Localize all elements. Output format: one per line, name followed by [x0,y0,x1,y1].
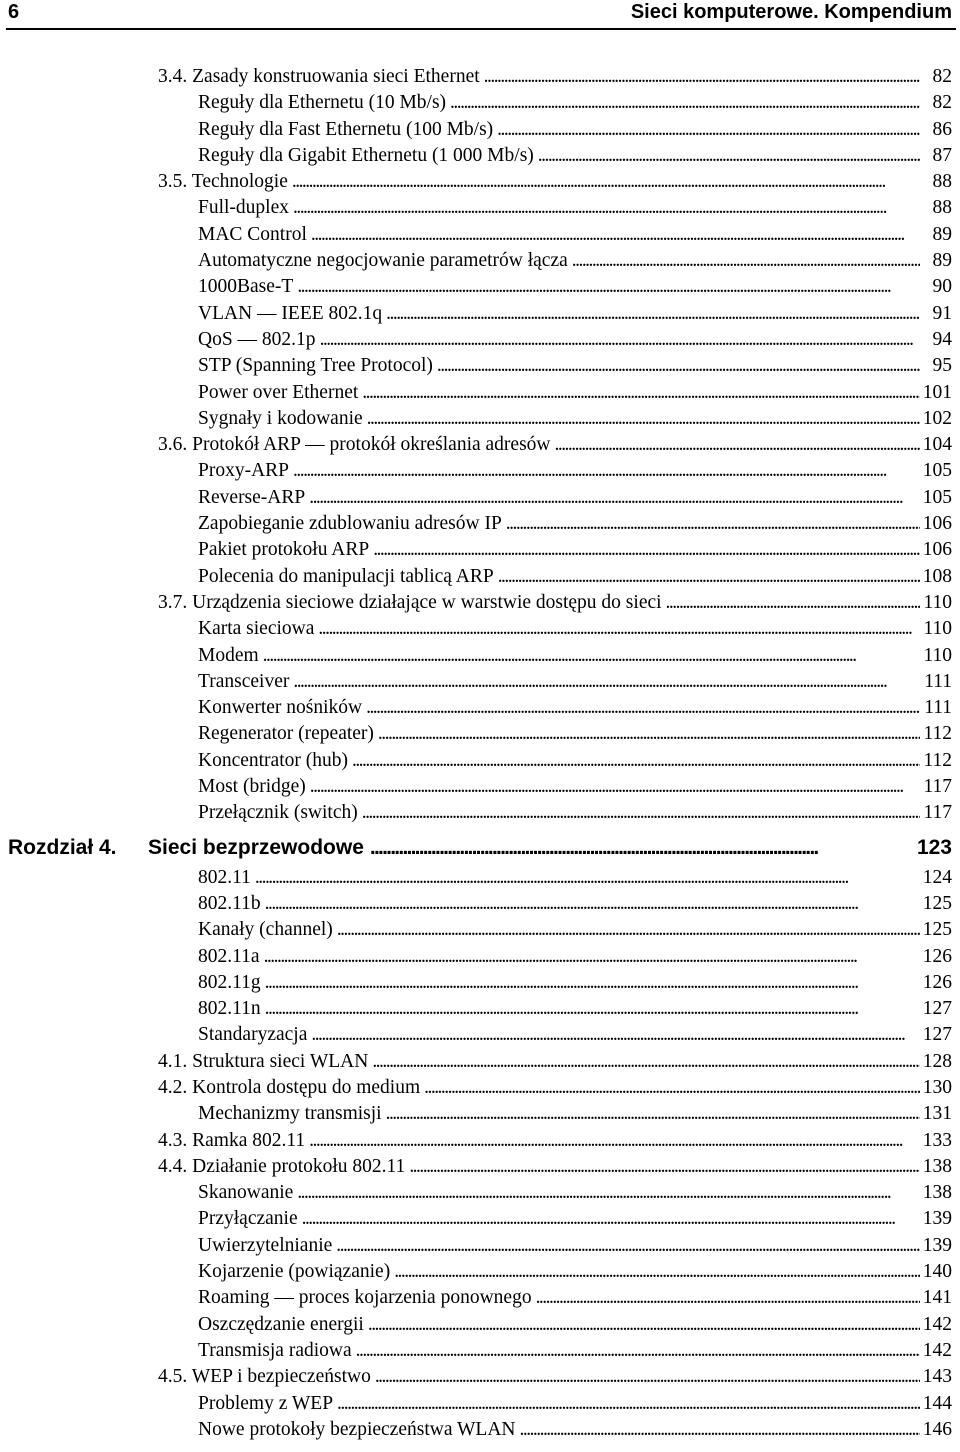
toc-entry[interactable] [0,1049,960,1075]
toc-entry-label-wrap [198,616,920,642]
toc-entry-label-wrap [198,1285,920,1311]
dot-leader [263,643,920,669]
dot-leader [386,301,920,327]
toc-entry[interactable] [0,1180,960,1206]
toc-entry[interactable] [0,970,960,996]
toc-entry-label-wrap [198,1417,920,1443]
toc-entry[interactable] [0,169,960,195]
toc-entry-label-wrap [198,248,920,274]
toc-entry-label-wrap [158,1364,920,1390]
toc-entry[interactable] [0,1312,960,1338]
toc-entry-title: Automatyczne negocjowanie parametrów łącza [198,250,568,272]
dot-leader [310,774,920,800]
toc-entry-label-wrap [198,274,920,300]
toc-entry-title: 802.11g [198,971,261,993]
toc-entry[interactable] [0,891,960,917]
toc-entry[interactable] [0,64,960,90]
toc-entry-page: 89 [932,223,952,245]
toc-entry-page: 128 [922,1050,952,1072]
toc-entry-label-wrap [198,917,920,943]
toc-entry[interactable] [0,432,960,458]
toc-entry-label-wrap [198,1180,920,1206]
toc-entry-page: 124 [922,866,952,888]
toc-entry-title: Nowe protokoły bezpieczeństwa WLAN [198,1418,516,1440]
toc-entry-label-wrap [198,1312,920,1338]
toc-entry[interactable] [0,195,960,221]
toc-entry-page: 127 [922,1024,952,1046]
toc-entry[interactable] [0,143,960,169]
toc-entry[interactable] [0,458,960,484]
dot-leader [437,353,920,379]
dot-leader [337,917,920,943]
dot-leader [368,1312,920,1338]
toc-entry-title: Konwerter nośników [198,697,363,719]
toc-entry-label-wrap [198,669,920,695]
toc-entry-page: 140 [922,1261,952,1283]
toc-entry[interactable] [0,774,960,800]
toc-entry-title: Przyłączanie [198,1208,298,1230]
toc-entry-title: 802.11 [198,866,251,888]
toc-entry-page: 90 [932,276,952,298]
toc-entry[interactable] [0,748,960,774]
toc-entry-label-wrap [158,1128,920,1154]
toc-entry[interactable] [0,537,960,563]
toc-entry-title: 3.6. Protokół ARP — protokół określania adresów [158,434,551,456]
toc-entry-title: Reguły dla Ethernetu (10 Mb/s) [198,92,447,114]
toc-entry-title: Reguły dla Fast Ethernetu (100 Mb/s) [198,118,494,140]
toc-entry[interactable] [0,695,960,721]
toc-entry-label-wrap [198,891,920,917]
dot-leader [292,169,920,195]
toc-entry-page: 111 [924,670,952,692]
toc-entry-page: 131 [922,1103,952,1125]
toc-entry-label-wrap [198,1391,920,1417]
toc-entry-title: 802.11n [198,998,261,1020]
toc-entry-label-wrap [198,511,920,537]
toc-entry[interactable] [0,274,960,300]
toc-entry[interactable] [0,564,960,590]
toc-entry-title: Polecenia do manipulacji tablicą ARP [198,565,494,587]
dot-leader [386,1101,920,1127]
dot-leader [372,1049,920,1075]
toc-entry-label-wrap [158,1154,920,1180]
dot-leader [498,564,920,590]
toc-entry[interactable] [0,90,960,116]
toc-entry-title: Kojarzenie (powiązanie) [198,1261,391,1283]
toc-entry-label-wrap [158,169,920,195]
dot-leader [255,865,920,891]
toc-entry-title: Karta sieciowa [198,618,315,640]
toc-entry-title: Full-duplex [198,197,289,219]
toc-entry-label-wrap [198,1233,920,1259]
toc-entry-title: Modem [198,644,259,666]
toc-entry-page: 143 [922,1366,952,1388]
dot-leader [297,1180,920,1206]
dot-leader [336,1233,920,1259]
toc-entry-title: VLAN — IEEE 802.1q [198,302,383,324]
toc-entry-title: 802.11a [198,945,260,967]
toc-entry-page: 111 [924,697,952,719]
toc-entry-title: Sygnały i kodowanie [198,407,363,429]
dot-leader [373,537,920,563]
toc-entry[interactable] [0,301,960,327]
toc-entry-page: 146 [922,1418,952,1440]
toc-entry[interactable] [0,1259,960,1285]
toc-entry-title: 4.4. Działanie protokołu 802.11 [158,1155,406,1177]
toc-section-chapter-3 [0,64,960,827]
toc-entry-page: 112 [923,723,952,745]
toc-entry-label-wrap [198,996,920,1022]
dot-leader [265,996,920,1022]
dot-leader [265,891,920,917]
toc-entry[interactable] [0,485,960,511]
toc-entry-page: 106 [922,513,952,535]
toc-entry-label-wrap [198,485,920,511]
toc-entry-page: 139 [922,1234,952,1256]
toc-entry-page: 95 [932,355,952,377]
toc-entry-label-wrap [198,721,920,747]
dot-leader [320,327,920,353]
toc-entry[interactable] [0,380,960,406]
toc-entry[interactable] [0,222,960,248]
toc-entry-title: Reverse-ARP [198,486,306,508]
toc-entry-label-wrap [198,748,920,774]
toc-entry-label-wrap [158,1075,920,1101]
toc-entry[interactable] [0,1233,960,1259]
dot-leader [352,748,920,774]
toc-entry[interactable] [0,944,960,970]
dot-leader [356,1338,920,1364]
toc-entry[interactable] [0,616,960,642]
toc-entry-title: Koncentrator (hub) [198,749,348,771]
toc-entry-label-wrap [198,643,920,669]
toc-entry-page: 87 [932,144,952,166]
toc-entry-page: 133 [922,1129,952,1151]
toc-entry-page: 144 [922,1392,952,1414]
dot-leader [370,831,916,865]
toc-entry-page: 89 [932,250,952,272]
dot-leader [362,380,920,406]
dot-leader [520,1417,921,1443]
toc-entry-label-wrap [198,406,920,432]
dot-leader [302,1206,920,1232]
table-of-contents [0,64,960,1443]
toc-entry[interactable] [0,327,960,353]
toc-entry-title: Regenerator (repeater) [198,723,374,745]
toc-entry-label-wrap [198,1022,920,1048]
toc-entry-page: 126 [922,971,952,993]
toc-entry-page: 94 [932,328,952,350]
toc-entry-title: Zapobieganie zdublowaniu adresów IP [198,513,502,535]
toc-entry[interactable] [0,511,960,537]
toc-entry-title: Uwierzytelnianie [198,1234,333,1256]
header-rule [6,28,956,30]
toc-entry-title: STP (Spanning Tree Protocol) [198,355,433,377]
toc-entry-page: 101 [922,381,952,403]
toc-entry-label-wrap [158,590,920,616]
toc-entry-title: 4.5. WEP i bezpieczeństwo [158,1366,371,1388]
dot-leader [293,195,920,221]
toc-entry[interactable] [0,1128,960,1154]
toc-entry-title: Pakiet protokołu ARP [198,539,370,561]
toc-entry-label-wrap [158,1049,920,1075]
toc-entry-label-wrap [158,64,920,90]
dot-leader [297,274,920,300]
toc-entry-title: Power over Ethernet [198,381,359,403]
toc-entry[interactable] [0,406,960,432]
dot-leader [378,721,920,747]
dot-leader [293,458,920,484]
running-header [6,0,954,26]
toc-entry[interactable] [0,1154,960,1180]
toc-entry-label-wrap [198,117,920,143]
dot-leader [309,1128,920,1154]
toc-entry-label-wrap [198,143,920,169]
chapter-title: Sieci bezprzewodowe [148,835,364,859]
toc-entry[interactable] [0,1417,960,1443]
dot-leader [311,1022,920,1048]
dot-leader [409,1154,920,1180]
toc-entry[interactable] [0,590,960,616]
toc-entry[interactable] [0,669,960,695]
toc-entry-page: 105 [922,486,952,508]
toc-entry[interactable] [0,721,960,747]
dot-leader [362,800,920,826]
dot-leader [536,1285,920,1311]
toc-entry-label-wrap [198,1338,920,1364]
toc-entry-page: 141 [922,1287,952,1309]
toc-entry-page: 110 [923,644,952,666]
toc-entry-title: 3.4. Zasady konstruowania sieci Ethernet [158,66,480,87]
toc-entry[interactable] [0,1391,960,1417]
toc-entry-label-wrap [198,301,920,327]
toc-entry-label-wrap [198,537,920,563]
toc-entry-label-wrap [158,432,920,458]
dot-leader [293,669,920,695]
toc-entry-page: 130 [922,1076,952,1098]
dot-leader [337,1391,920,1417]
toc-entry[interactable] [0,1101,960,1127]
toc-entry-page: 108 [922,565,952,587]
toc-entry-title: 4.1. Struktura sieci WLAN [158,1050,369,1072]
toc-entry-label-wrap [198,353,920,379]
toc-entry-label-wrap [198,774,920,800]
toc-entry-page: 88 [932,171,952,193]
toc-entry-title: MAC Control [198,223,307,245]
dot-leader [450,90,920,116]
toc-entry-page: 142 [922,1313,952,1335]
toc-entry-page: 138 [922,1155,952,1177]
toc-entry-page: 88 [932,197,952,219]
toc-entry-title: Oszczędzanie energii [198,1313,364,1335]
toc-entry-title: 3.7. Urządzenia sieciowe działające w warstwie dostępu do sieci [158,591,662,613]
toc-entry-page: 110 [923,618,952,640]
chapter-page: 123 [916,835,952,859]
toc-entry[interactable] [0,353,960,379]
toc-entry-title: QoS — 802.1p [198,328,316,350]
dot-leader [309,485,920,511]
toc-entry-label-wrap [198,970,920,996]
toc-entry-page: 117 [923,776,952,798]
dot-leader [375,1364,920,1390]
toc-entry-title: 4.2. Kontrola dostępu do medium [158,1076,421,1098]
toc-entry-page: 139 [922,1208,952,1230]
toc-entry-title: Kanały (channel) [198,919,333,941]
toc-entry-label-wrap [198,1259,920,1285]
toc-entry[interactable] [0,1022,960,1048]
dot-leader [538,143,920,169]
toc-entry[interactable] [0,117,960,143]
dot-leader [394,1259,920,1285]
toc-entry-page: 106 [922,539,952,561]
toc-entry-label-wrap [198,380,920,406]
page-number: 6 [8,1,20,23]
dot-leader [318,616,920,642]
toc-entry-title: 4.3. Ramka 802.11 [158,1129,306,1151]
dot-leader [572,248,920,274]
toc-entry-label-wrap [198,944,920,970]
toc-section-chapter-4 [0,865,960,1444]
toc-entry-label-wrap [198,222,920,248]
toc-entry-label-wrap [198,90,920,116]
toc-entry-page: 86 [932,118,952,140]
toc-entry[interactable] [0,917,960,943]
toc-entry-page: 138 [922,1182,952,1204]
toc-entry-label-wrap [198,564,920,590]
toc-entry-label-wrap [198,695,920,721]
dot-leader [424,1075,920,1101]
toc-entry[interactable] [0,865,960,891]
toc-entry-title: 802.11b [198,892,261,914]
dot-leader [265,970,920,996]
toc-entry-label-wrap [198,1101,920,1127]
dot-leader [497,117,920,143]
dot-leader [367,406,920,432]
dot-leader [264,944,920,970]
toc-entry-title: Roaming — proces kojarzenia ponownego [198,1287,532,1309]
toc-entry[interactable] [0,1338,960,1364]
toc-entry-title: Proxy-ARP [198,460,290,482]
toc-entry-page: 91 [932,302,952,324]
toc-entry-page: 102 [922,407,952,429]
toc-entry[interactable] [0,643,960,669]
toc-entry-page: 142 [922,1339,952,1361]
toc-entry-title: 1000Base-T [198,276,294,298]
toc-entry-page: 127 [922,998,952,1020]
toc-entry-page: 125 [922,892,952,914]
toc-entry[interactable] [0,1364,960,1390]
chapter-title-wrap [148,831,916,865]
toc-entry-page: 117 [923,802,952,824]
toc-entry-page: 112 [923,749,952,771]
toc-entry-page: 104 [922,434,952,456]
toc-entry[interactable] [0,996,960,1022]
toc-entry[interactable] [0,248,960,274]
toc-entry-title: Skanowanie [198,1182,294,1204]
dot-leader [366,695,920,721]
toc-entry-title: Transceiver [198,670,290,692]
dot-leader [311,222,920,248]
toc-entry[interactable] [0,1285,960,1311]
toc-entry-label-wrap [198,327,920,353]
toc-entry-title: Standaryzacja [198,1024,308,1046]
toc-entry-label-wrap [198,1206,920,1232]
running-title: Sieci komputerowe. Kompendium [630,1,952,23]
dot-leader [666,590,920,616]
toc-entry[interactable] [0,1075,960,1101]
toc-entry-label-wrap [198,195,920,221]
toc-entry-label-wrap [198,865,920,891]
dot-leader [555,432,921,458]
toc-entry-page: 82 [932,92,952,114]
toc-entry-title: Problemy z WEP [198,1392,334,1414]
toc-entry-page: 126 [922,945,952,967]
toc-entry[interactable] [0,800,960,826]
dot-leader [506,511,920,537]
chapter-number: Rozdział 4. [8,835,117,859]
toc-entry-title: Przełącznik (switch) [198,802,358,824]
toc-chapter-heading[interactable] [0,831,960,865]
dot-leader [484,64,920,90]
toc-entry-label-wrap [198,800,920,826]
toc-entry-title: Mechanizmy transmisji [198,1103,382,1125]
toc-entry-title: Most (bridge) [198,776,306,798]
toc-entry-page: 82 [932,66,952,87]
toc-entry-label-wrap [198,458,920,484]
toc-entry-title: Transmisja radiowa [198,1339,352,1361]
toc-entry-page: 105 [922,460,952,482]
toc-entry-page: 125 [922,919,952,941]
toc-entry-title: 3.5. Technologie [158,171,288,193]
toc-entry[interactable] [0,1206,960,1232]
toc-entry-page: 110 [923,591,952,613]
toc-entry-title: Reguły dla Gigabit Ethernetu (1 000 Mb/s) [198,144,534,166]
